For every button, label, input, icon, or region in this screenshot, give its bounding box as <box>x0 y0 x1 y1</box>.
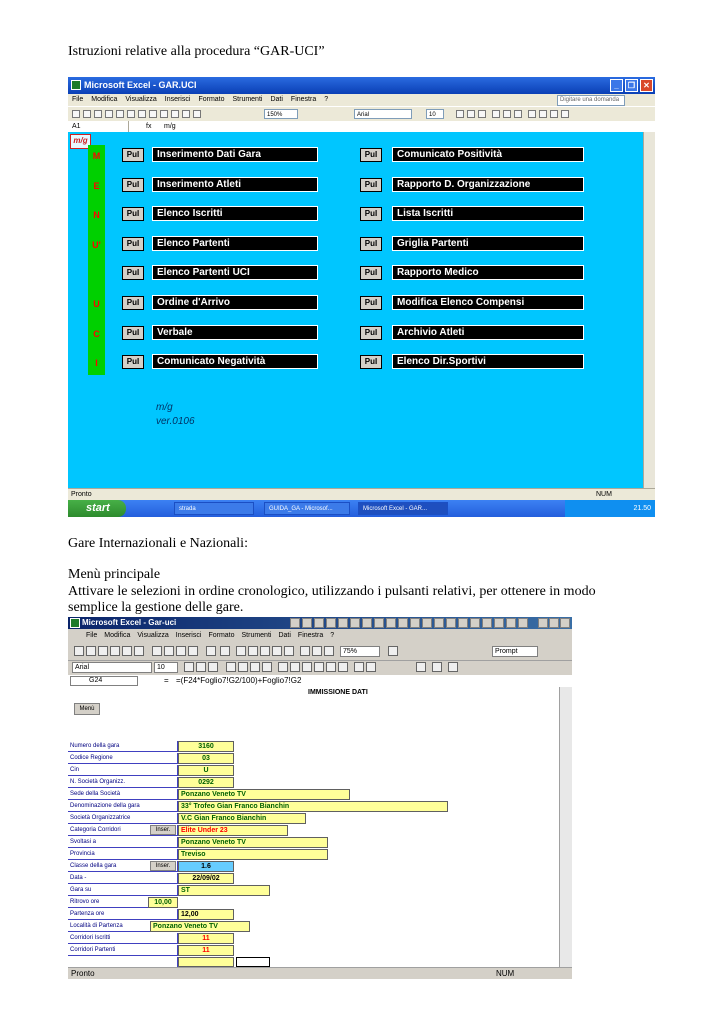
toolbar-icon[interactable] <box>446 618 456 628</box>
inser-button[interactable]: Inser. <box>150 861 176 871</box>
menu-inserisci[interactable]: Inserisci <box>175 632 202 639</box>
align-center-icon[interactable] <box>503 110 511 118</box>
btn-elenco-partenti[interactable]: Elenco Partenti <box>152 236 318 251</box>
toolbar-icon[interactable] <box>494 618 504 628</box>
menu-strumenti[interactable]: Strumenti <box>241 632 272 639</box>
menu-letter: M <box>92 151 101 161</box>
italic-icon[interactable] <box>196 662 206 672</box>
decrease-decimal-icon[interactable] <box>338 662 348 672</box>
field-value[interactable]: 03 <box>178 753 234 764</box>
field-value[interactable]: 10,00 <box>148 897 178 908</box>
open-icon[interactable] <box>83 110 91 118</box>
undo-icon[interactable] <box>171 110 179 118</box>
paste-icon[interactable] <box>176 646 186 656</box>
mg-logo: m/g <box>70 134 91 149</box>
btn-griglia-partenti[interactable]: Griglia Partenti <box>392 236 584 251</box>
menu-letter: C <box>93 329 100 339</box>
currency-icon[interactable] <box>528 110 536 118</box>
toolbar-icon[interactable] <box>302 618 312 628</box>
field-label: Sede della Società <box>68 789 178 800</box>
chart-icon[interactable] <box>193 110 201 118</box>
align-right-icon[interactable] <box>250 662 260 672</box>
version-label: ver.0106 <box>156 416 195 427</box>
pui-button[interactable]: PuI <box>122 207 144 221</box>
toolbar-icon[interactable] <box>410 618 420 628</box>
increase-decimal-icon[interactable] <box>326 662 336 672</box>
copy-icon[interactable] <box>164 646 174 656</box>
paragraph-line-1: Attivare le selezioni in ordine cronologico, utilizzando i pulsanti relativi, per ottenere in modo <box>68 584 596 599</box>
letter-strip <box>88 145 105 375</box>
field-value[interactable]: V.C Gian Franco Bianchin <box>178 813 306 824</box>
spell-icon[interactable] <box>134 646 144 656</box>
taskbar <box>68 500 655 517</box>
doc-heading: Istruzioni relative alla procedura “GAR-UCI” <box>68 44 325 59</box>
clock: 21.50 <box>633 505 651 512</box>
close-icon[interactable]: ✕ <box>640 79 653 92</box>
pui-button[interactable]: PuI <box>122 178 144 192</box>
zoom-select[interactable]: 150% <box>264 109 298 119</box>
pui-button[interactable]: PuI <box>360 178 382 192</box>
excel-icon <box>70 618 80 628</box>
autosum-icon[interactable] <box>248 646 258 656</box>
field-label: Partenza ore <box>68 909 178 920</box>
field-label: Gara su <box>68 885 178 896</box>
undo-icon[interactable] <box>206 646 216 656</box>
fill-color-icon[interactable] <box>550 110 558 118</box>
field-value[interactable]: 1.6 <box>178 861 234 872</box>
field-value-partial[interactable] <box>178 957 234 967</box>
btn-rapporto-organizzazione[interactable]: Rapporto D. Organizzazione <box>392 177 584 192</box>
paragraph-line-2: semplice la gestione delle gare. <box>68 600 244 615</box>
font-select[interactable]: Arial <box>72 662 152 673</box>
euro-icon[interactable] <box>290 662 300 672</box>
btn-elenco-iscritti[interactable]: Elenco Iscritti <box>152 206 318 221</box>
equals-icon: = <box>164 676 169 685</box>
pui-button[interactable]: PuI <box>360 237 382 251</box>
zoom-select[interactable]: 75% <box>340 646 380 657</box>
sheet-area <box>68 132 644 488</box>
menu-file[interactable]: File <box>86 632 98 639</box>
toolbar-icon[interactable] <box>482 618 492 628</box>
toolbar-icon[interactable] <box>338 618 348 628</box>
menu-formato[interactable]: Formato <box>198 96 225 103</box>
pui-button[interactable]: PuI <box>360 355 382 369</box>
menu-letter: U <box>93 299 100 309</box>
field-label: Data - <box>68 873 178 884</box>
status-text: Pronto <box>71 491 92 498</box>
field-label: Provincia <box>68 849 178 860</box>
screenshot-data-entry <box>68 617 572 979</box>
field-value[interactable]: 12,00 <box>178 909 234 920</box>
toolbar-icon[interactable] <box>422 618 432 628</box>
font-size-select[interactable]: 10 <box>154 662 178 673</box>
pui-button[interactable]: PuI <box>122 266 144 280</box>
toolbar-icon[interactable] <box>458 618 468 628</box>
btn-elenco-partenti-uci[interactable]: Elenco Partenti UCI <box>152 265 318 280</box>
btn-modifica-elenco-compensi[interactable]: Modifica Elenco Compensi <box>392 295 584 310</box>
pui-button[interactable]: PuI <box>122 237 144 251</box>
bold-icon[interactable] <box>184 662 194 672</box>
field-label: Cin <box>68 765 178 776</box>
task-strada[interactable]: strada <box>174 502 254 515</box>
align-left-icon[interactable] <box>226 662 236 672</box>
task-excel[interactable]: Microsoft Excel - GAR... <box>358 502 448 515</box>
currency-icon[interactable] <box>278 662 288 672</box>
fx-icon: fx <box>146 123 152 130</box>
align-left-icon[interactable] <box>492 110 500 118</box>
field-value[interactable]: 0292 <box>178 777 234 788</box>
field-value[interactable]: 11 <box>178 945 234 956</box>
field-value[interactable]: 22/09/02 <box>178 873 234 884</box>
field-value[interactable]: Elite Under 23 <box>178 825 288 836</box>
font-color-icon[interactable] <box>448 662 458 672</box>
menu-finestra[interactable]: Finestra <box>290 96 317 103</box>
task-guida[interactable]: GUIDA_GA - Microsof... <box>264 502 350 515</box>
pui-button[interactable]: PuI <box>122 296 144 310</box>
menu-visualizza[interactable]: Visualizza <box>137 632 169 639</box>
minimize-icon[interactable]: _ <box>610 79 623 92</box>
thousands-icon[interactable] <box>314 662 324 672</box>
btn-lista-iscritti[interactable]: Lista Iscritti <box>392 206 584 221</box>
field-value[interactable]: Ponzano Veneto TV <box>178 789 350 800</box>
inser-button[interactable]: Inser. <box>150 825 176 835</box>
print-icon[interactable] <box>110 646 120 656</box>
font-select[interactable]: Arial <box>354 109 412 119</box>
menu-finestra[interactable]: Finestra <box>297 632 324 639</box>
toolbar-icon[interactable] <box>386 618 396 628</box>
restore-icon[interactable] <box>549 618 559 628</box>
window-titlebar <box>68 77 655 94</box>
vertical-scrollbar[interactable] <box>559 687 572 967</box>
menu-dati[interactable]: Dati <box>278 632 291 639</box>
sheet-title: IMMISSIONE DATI <box>308 689 368 696</box>
italic-icon[interactable] <box>467 110 475 118</box>
field-label: Codice Regione <box>68 753 178 764</box>
formatting-toolbar <box>68 660 572 676</box>
menu-file[interactable]: File <box>72 96 84 103</box>
window-title: Microsoft Excel - GAR.UCI <box>84 80 197 90</box>
fill-color-icon[interactable] <box>432 662 442 672</box>
field-label: Società Organizzatrice <box>68 813 178 824</box>
align-right-icon[interactable] <box>514 110 522 118</box>
btn-rapporto-medico[interactable]: Rapporto Medico <box>392 265 584 280</box>
field-label: Corridori Partenti <box>68 945 178 956</box>
ask-question-input[interactable]: Digitare una domanda <box>557 95 625 106</box>
cell-partial[interactable] <box>236 957 270 967</box>
toolbar-icon[interactable] <box>374 618 384 628</box>
standard-toolbar <box>68 643 572 661</box>
hyperlink-icon[interactable] <box>236 646 246 656</box>
btn-verbale[interactable]: Verbale <box>152 325 318 340</box>
section-heading: Gare Internazionali e Nazionali: <box>68 536 248 551</box>
btn-comunicato-negativita[interactable]: Comunicato Negatività <box>152 354 318 369</box>
save-icon[interactable] <box>94 110 102 118</box>
align-center-icon[interactable] <box>238 662 248 672</box>
toolbar-icon[interactable] <box>470 618 480 628</box>
toolbar-icon[interactable] <box>518 618 528 628</box>
name-box[interactable]: A1 <box>72 121 129 132</box>
field-label: Svoltasi a <box>68 837 178 848</box>
pui-button[interactable]: PuI <box>360 266 382 280</box>
toolbar-icon[interactable] <box>290 618 300 628</box>
menu-help[interactable]: ? <box>330 632 335 639</box>
btn-comunicato-positivita[interactable]: Comunicato Positività <box>392 147 584 162</box>
drawing-icon[interactable] <box>324 646 334 656</box>
toolbar-icon[interactable] <box>398 618 408 628</box>
new-icon[interactable] <box>72 110 80 118</box>
pui-button[interactable]: PuI <box>360 296 382 310</box>
chart-wizard-icon[interactable] <box>300 646 310 656</box>
pui-button[interactable]: PuI <box>122 355 144 369</box>
merge-center-icon[interactable] <box>262 662 272 672</box>
format-painter-icon[interactable] <box>188 646 198 656</box>
preview-icon[interactable] <box>116 110 124 118</box>
signature-mg: m/g <box>156 402 173 413</box>
window-title: Microsoft Excel - Gar-uci <box>82 618 177 627</box>
sort-asc-icon[interactable] <box>272 646 282 656</box>
underline-icon[interactable] <box>208 662 218 672</box>
underline-icon[interactable] <box>478 110 486 118</box>
print-icon[interactable] <box>105 110 113 118</box>
field-value[interactable]: Ponzano Veneto TV <box>178 837 328 848</box>
field-label: Categoria Corridori <box>68 825 178 836</box>
field-label: Numero della gara <box>68 741 178 752</box>
menu-modifica[interactable]: Modifica <box>104 632 131 639</box>
formula-input[interactable]: m/g <box>164 123 176 130</box>
field-value[interactable]: ST <box>178 885 270 896</box>
spell-icon[interactable] <box>127 110 135 118</box>
menu-modifica[interactable]: Modifica <box>91 96 118 103</box>
new-icon[interactable] <box>74 646 84 656</box>
field-label: Ritrovo ore <box>68 897 178 908</box>
num-indicator: NUM <box>596 491 612 498</box>
field-value[interactable]: U <box>178 765 234 776</box>
percent-icon[interactable] <box>302 662 312 672</box>
vertical-scrollbar[interactable] <box>643 132 655 488</box>
field-value[interactable]: 11 <box>178 933 234 944</box>
window-titlebar <box>68 617 572 629</box>
field-value[interactable]: Treviso <box>178 849 328 860</box>
menu-letter: E <box>93 181 100 191</box>
open-icon[interactable] <box>86 646 96 656</box>
name-box[interactable]: G24 <box>70 676 138 686</box>
map-icon[interactable] <box>312 646 322 656</box>
menu-inserisci[interactable]: Inserisci <box>164 96 191 103</box>
toolbar-icon[interactable] <box>434 618 444 628</box>
pui-button[interactable]: PuI <box>122 148 144 162</box>
font-color-icon[interactable] <box>561 110 569 118</box>
field-value[interactable]: Ponzano Veneto TV <box>150 921 250 932</box>
decrease-indent-icon[interactable] <box>354 662 364 672</box>
field-label: Denominazione della gara <box>68 801 178 812</box>
copy-icon[interactable] <box>149 110 157 118</box>
paste-icon[interactable] <box>160 110 168 118</box>
restore-icon[interactable]: ❐ <box>625 79 638 92</box>
redo-icon[interactable] <box>220 646 230 656</box>
sort-desc-icon[interactable] <box>284 646 294 656</box>
btn-inserimento-atleti[interactable]: Inserimento Atleti <box>152 177 318 192</box>
borders-icon[interactable] <box>539 110 547 118</box>
btn-archivio-atleti[interactable]: Archivio Atleti <box>392 325 584 340</box>
pui-button[interactable]: PuI <box>360 207 382 221</box>
num-indicator: NUM <box>496 969 515 978</box>
status-text: Pronto <box>71 969 95 978</box>
font-size-select[interactable]: 10 <box>426 109 444 119</box>
screenshot-main-menu <box>68 77 655 517</box>
cut-icon[interactable] <box>138 110 146 118</box>
menu-bar <box>68 629 572 643</box>
menu-visualizza[interactable]: Visualizza <box>125 96 157 103</box>
pui-button[interactable]: PuI <box>122 326 144 340</box>
minimize-icon[interactable] <box>538 618 548 628</box>
toolbar-icon[interactable] <box>326 618 336 628</box>
excel-icon <box>71 80 81 90</box>
toolbar-icon[interactable] <box>314 618 324 628</box>
preview-icon[interactable] <box>122 646 132 656</box>
status-bar <box>68 967 572 979</box>
sheet-grid <box>68 687 560 967</box>
btn-inserimento-dati-gara[interactable]: Inserimento Dati Gara <box>152 147 318 162</box>
toolbar-icon[interactable] <box>350 618 360 628</box>
toolbar-icon[interactable] <box>506 618 516 628</box>
close-icon[interactable] <box>560 618 570 628</box>
bold-icon[interactable] <box>456 110 464 118</box>
btn-ordine-arrivo[interactable]: Ordine d'Arrivo <box>152 295 318 310</box>
system-tray <box>565 500 655 517</box>
menu-help[interactable]: ? <box>324 96 329 103</box>
field-label: Località di Partenza <box>68 921 178 932</box>
field-label: N. Società Organizz. <box>68 777 178 788</box>
formula-input[interactable]: =(F24*Foglio7!G2/100)+Foglio7!G2 <box>176 676 302 685</box>
menu-formato[interactable]: Formato <box>208 632 235 639</box>
menu-strumenti[interactable]: Strumenti <box>232 96 263 103</box>
increase-indent-icon[interactable] <box>366 662 376 672</box>
start-button[interactable]: start <box>68 500 126 517</box>
btn-elenco-dir-sportivi[interactable]: Elenco Dir.Sportivi <box>392 354 584 369</box>
borders-icon[interactable] <box>416 662 426 672</box>
save-icon[interactable] <box>98 646 108 656</box>
field-value[interactable]: 3160 <box>178 741 234 752</box>
subsection-heading: Menù principale <box>68 567 161 582</box>
menu-dati[interactable]: Dati <box>270 96 283 103</box>
function-icon[interactable] <box>260 646 270 656</box>
toolbar-icon[interactable] <box>362 618 372 628</box>
redo-icon[interactable] <box>182 110 190 118</box>
field-value[interactable]: 33° Trofeo Gian Franco Bianchin <box>178 801 448 812</box>
pui-button[interactable]: PuI <box>360 326 382 340</box>
prompt-button[interactable]: Prompt <box>492 646 538 657</box>
pui-button[interactable]: PuI <box>360 148 382 162</box>
menu-letter: N <box>93 210 100 220</box>
menu-button[interactable]: Menù <box>74 703 100 715</box>
menu-letter: I <box>95 358 98 368</box>
menu-letter: U' <box>92 240 101 250</box>
cut-icon[interactable] <box>152 646 162 656</box>
field-label: Corridori Iscritti <box>68 933 178 944</box>
field-label: Classe della gara <box>68 861 178 872</box>
help-icon[interactable] <box>388 646 398 656</box>
